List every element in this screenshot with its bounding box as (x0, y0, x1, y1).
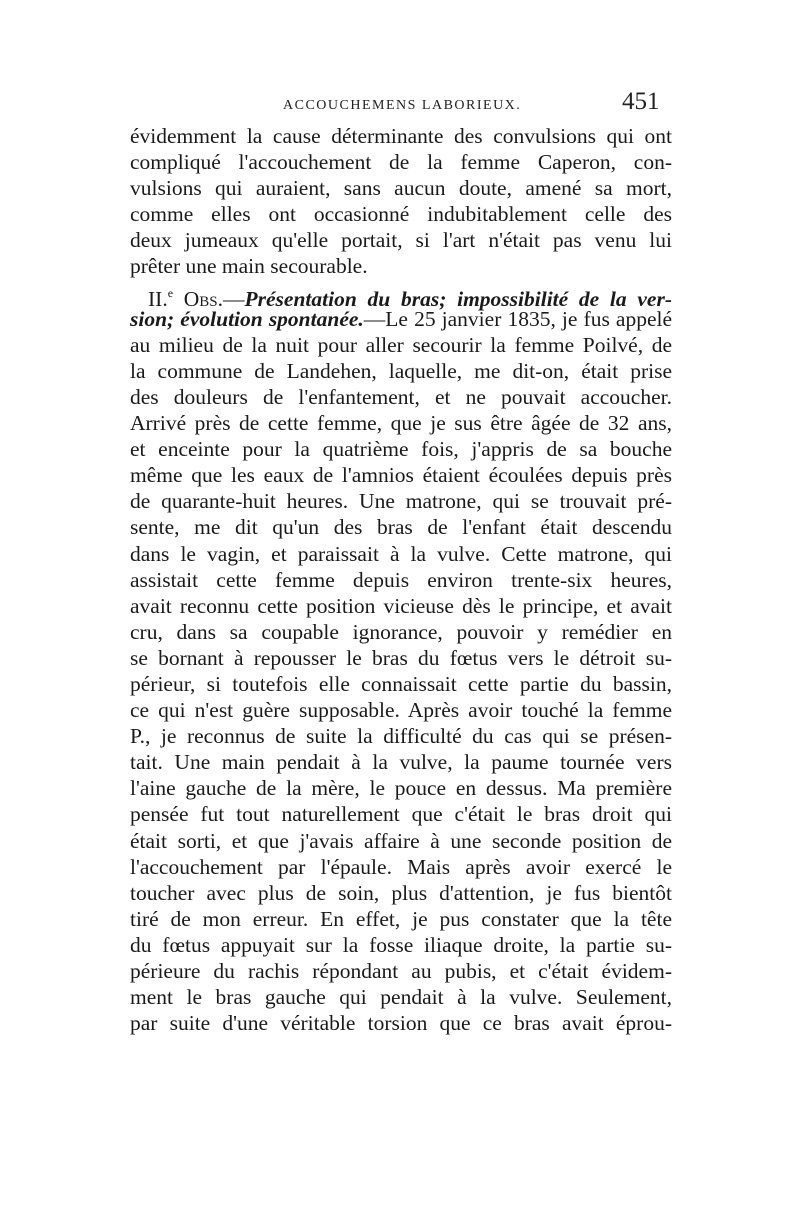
text-line: périeure du rachis répondant au pubis, et c'était évidem- (130, 959, 672, 983)
text-line: compliqué l'accouchement de la femme Caperon, con- (130, 150, 672, 175)
text-line: prêter une main secourable. (130, 254, 368, 279)
dash: — (223, 286, 245, 311)
body-text (130, 123, 672, 1036)
text-line: l'aine gauche de la mère, le pouce en dessus. Ma première (130, 776, 672, 801)
text-line: P., je reconnus de suite la difficulté du cas qui se présen- (130, 724, 672, 749)
text-line: avait reconnu cette position vicieuse dès le principe, et avait (130, 593, 672, 618)
text-line: évidemment la cause déterminante des convulsions qui ont (130, 124, 672, 148)
text-line: cru, dans sa coupable ignorance, pouvoir y remédier en (130, 619, 672, 644)
text-line: tiré de mon erreur. En effet, je pus constater que la tête (130, 906, 672, 931)
observation-title: Présentation du bras; impossibilité de la ver- (244, 286, 673, 311)
text-line: au milieu de la nuit pour aller secourir la femme Poilvé, de (130, 332, 672, 357)
text-line: même que les eaux de l'amnios étaient écoulées depuis près (130, 463, 672, 488)
text-line: vulsions qui auraient, sans aucun doute, amené sa mort, (130, 176, 672, 201)
observation-heading-line-2 (130, 306, 672, 332)
text-line: la commune de Landehen, laquelle, me dit-on, était prise (130, 358, 672, 383)
running-head: ACCOUCHEMENS LABORIEUX. (283, 98, 522, 113)
text-line: de quarante-huit heures. Une matrone, qui se trouvait pré- (130, 489, 672, 514)
text-line: toucher avec plus de soin, plus d'attention, je fus bientôt (130, 880, 672, 905)
text-line: était sorti, et que j'avais affaire à une seconde position de (130, 828, 672, 853)
observation-number: II. (148, 286, 168, 311)
text-line: sente, me dit qu'un des bras de l'enfant était descendu (130, 515, 672, 540)
text-line: ce qui n'est guère supposable. Après avoir touché la femme (130, 698, 672, 723)
text-line: tait. Une main pendait à la vulve, la paume tournée vers (130, 750, 672, 775)
text-line: deux jumeaux qu'elle portait, si l'art n'était pas venu lui (130, 228, 672, 253)
text-line: dans le vagin, et paraissait à la vulve. Cette matrone, qui (130, 541, 672, 566)
text-line: des douleurs de l'enfantement, et ne pouvait accoucher. (130, 384, 672, 409)
text-line: pensée fut tout naturellement que c'était le bras droit qui (130, 802, 672, 827)
text-line: comme elles ont occasionné indubitablement celle des (130, 202, 672, 227)
text-line: l'accouchement par l'épaule. Mais après avoir exercé le (130, 854, 672, 879)
observation-title-cont: sion; évolution spontanée. (130, 306, 364, 331)
text-line: assistait cette femme depuis environ trente-six heures, (130, 567, 672, 592)
text-line: se bornant à repousser le bras du fœtus vers le détroit su- (130, 645, 672, 670)
dash: — (363, 306, 386, 331)
text-line: par suite d'une véritable torsion que ce bras avait éprou- (130, 1011, 672, 1036)
observation-label: Obs. (183, 286, 224, 311)
text-line: du fœtus appuyait sur la fosse iliaque droite, la partie su- (130, 932, 672, 957)
text-line: Arrivé près de cette femme, que je sus être âgée de 32 ans, (130, 411, 672, 436)
observation-heading-line (130, 280, 673, 311)
text-line: ment le bras gauche qui pendait à la vulve. Seulement, (130, 985, 672, 1010)
text-line: périeur, si toutefois elle connaissait cette partie du bassin, (130, 671, 672, 696)
text-line: et enceinte pour la quatrième fois, j'appris de sa bouche (130, 437, 672, 462)
page-number: 451 (622, 88, 660, 115)
observation-number-sup: e (167, 285, 174, 300)
observation-date-text: Le 25 janvier 1835, je fus appelé (385, 306, 673, 331)
